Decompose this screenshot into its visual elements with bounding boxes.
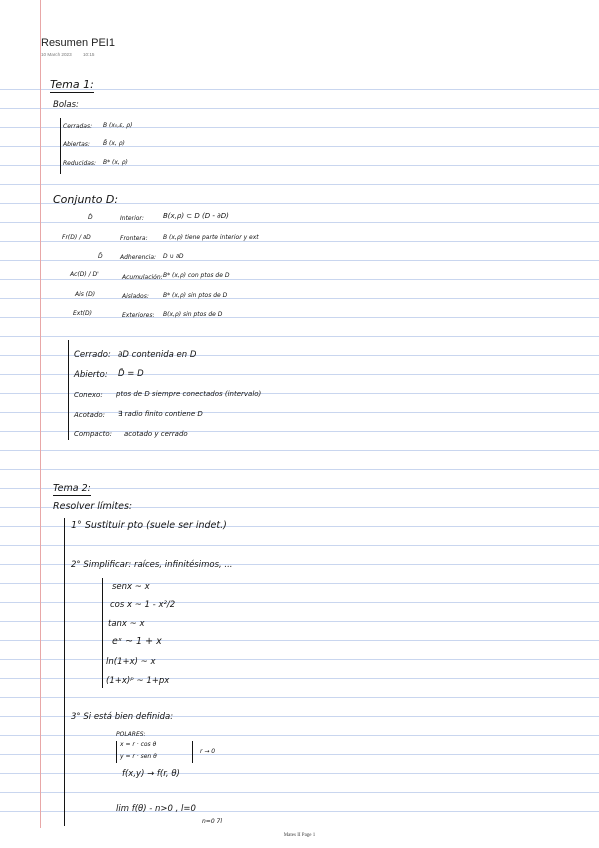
propiedad-desc: ∂D contenida en D — [118, 350, 197, 360]
bolas-item-formula: B (x₀,ε, ρ) — [103, 122, 133, 129]
page-title: Resumen PEI1 — [41, 37, 115, 49]
bolas-item-formula: B* (x, ρ) — [103, 159, 128, 166]
equivalencia: eˣ ~ 1 + x — [112, 636, 162, 647]
conjunto-formula: B* (x,ρ) sin ptos de D — [163, 292, 228, 299]
conjunto-name: Frontera: — [120, 235, 148, 242]
conjunto-name: Aislados: — [122, 293, 149, 300]
conjunto-name: Acumulación: — [122, 274, 163, 281]
page-time: 10:15 — [82, 52, 95, 57]
tema1-heading: Tema 1: — [50, 78, 94, 91]
polares-eq: x = r · cos θ — [120, 741, 157, 748]
propiedad-desc: acotado y cerrado — [124, 430, 188, 438]
tema2-subheading: Resolver límites: — [53, 501, 133, 512]
polares-cond: r → 0 — [200, 748, 216, 755]
propiedad-name: Conexo: — [74, 391, 103, 399]
equivalencias-bracket — [102, 578, 103, 688]
conjunto-label: Conjunto D: — [53, 193, 119, 206]
conjunto-name: Interior: — [120, 215, 144, 222]
propiedad-desc: ∃ radio finito contiene D — [118, 410, 203, 418]
propiedad-name: Abierto: — [74, 370, 108, 380]
limit-line-2: n=0 7l — [202, 818, 223, 825]
bolas-item-name: Reducidas: — [63, 160, 97, 167]
conjunto-symbol: D̄ — [98, 253, 103, 260]
propiedad-desc: ptos de D siempre conectados (intervalo) — [116, 390, 262, 398]
limit-line: lim f(θ) - n>0 , l=0 — [116, 804, 196, 814]
propiedad-name: Cerrado: — [74, 350, 111, 360]
tema2-bracket — [64, 518, 65, 826]
footer-band — [0, 828, 599, 848]
conjunto-formula: D ∪ ∂D — [163, 253, 184, 260]
equivalencia: ln(1+x) ~ x — [106, 657, 156, 667]
propiedad-name: Compacto: — [74, 430, 112, 438]
page-footer: Mates II Page 1 — [283, 833, 316, 838]
equivalencia: (1+x)ᵖ ~ 1+px — [106, 676, 170, 686]
step-1: 1° Sustituir pto (suele ser indet.) — [71, 520, 227, 531]
equivalencia: senx ~ x — [112, 582, 150, 592]
bolas-label: Bolas: — [53, 100, 79, 110]
polares-label: POLARES: — [116, 731, 146, 738]
margin-line — [40, 0, 41, 848]
bolas-item-formula: B̄ (x, ρ) — [103, 140, 125, 147]
conjunto-symbol: Ac(D) / D' — [70, 271, 99, 278]
conjunto-formula: B(x,ρ) ⊂ D (D - ∂D) — [163, 212, 229, 220]
propiedad-desc: D̊ = D — [118, 369, 144, 379]
step-2: 2° Simplificar: raíces, infinitésimos, ... — [71, 560, 233, 570]
conjunto-formula: B* (x,ρ) con ptos de D — [163, 272, 230, 279]
polares-map: f(x,y) → f(r, θ) — [122, 769, 180, 779]
bolas-item-name: Cerradas: — [63, 123, 93, 130]
conjunto-symbol: D̊ — [88, 214, 93, 221]
polares-bracket-right — [192, 741, 193, 763]
polares-bracket-left — [116, 741, 117, 763]
conjunto-formula: B(x,ρ) sin ptos de D — [163, 311, 223, 318]
step-3: 3° Si está bien definida: — [71, 712, 174, 722]
tema2-heading: Tema 2: — [53, 483, 91, 494]
bolas-item-name: Abiertas: — [63, 141, 90, 148]
conjunto-symbol: Ais (D) — [75, 291, 96, 298]
conjunto-symbol: Fr(D) / ∂D — [62, 234, 91, 241]
equivalencia: tanx ~ x — [108, 619, 145, 629]
bolas-bracket — [60, 118, 61, 174]
conjunto-formula: B (x,ρ) tiene parte interior y ext — [163, 234, 259, 241]
propiedades-bracket — [68, 340, 69, 440]
page-date: 10 March 2023 — [41, 52, 72, 57]
conjunto-name: Adherencia: — [120, 254, 157, 261]
polares-eq: y = r · sen θ — [120, 753, 157, 760]
propiedad-name: Acotado: — [74, 411, 106, 419]
equivalencia: cos x ~ 1 - x²/2 — [110, 600, 176, 610]
conjunto-symbol: Ext(D) — [73, 310, 92, 317]
conjunto-name: Exteriores: — [122, 312, 155, 319]
page-meta — [41, 52, 104, 57]
